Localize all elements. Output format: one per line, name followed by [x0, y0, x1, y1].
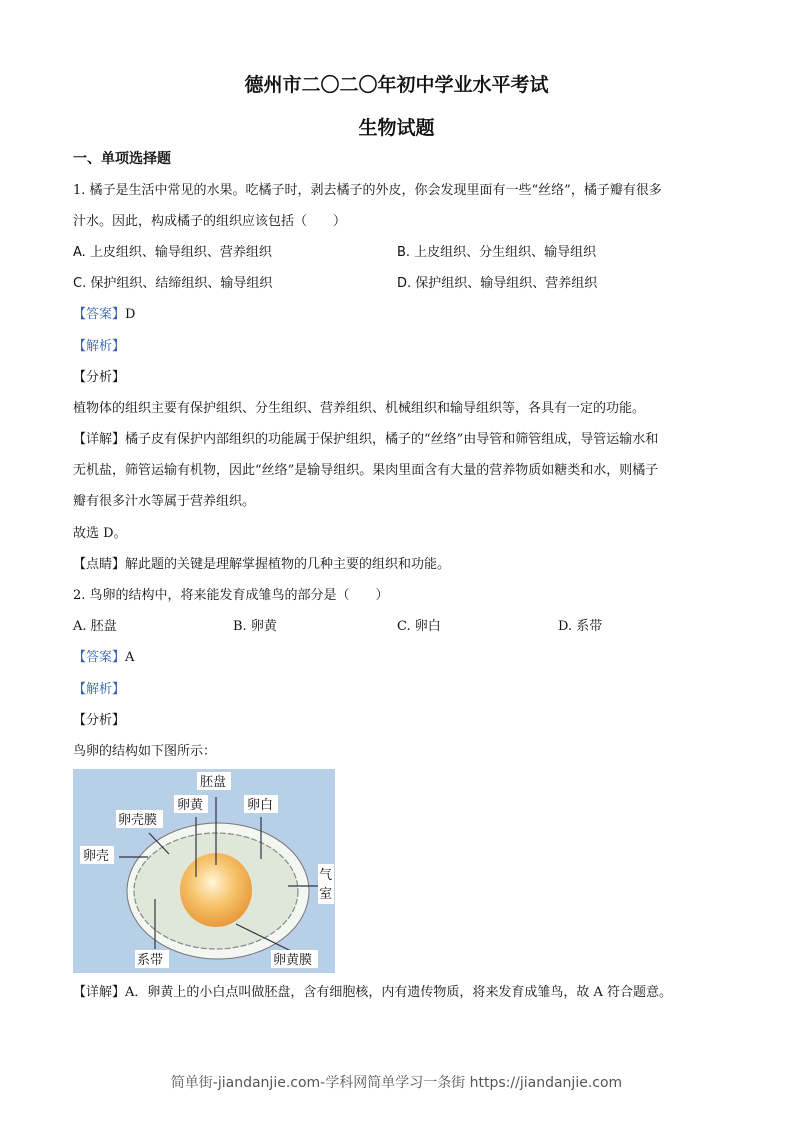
q1-analysis-tag: 【解析】 [73, 339, 126, 354]
q2-option-c: C. 卵白 [397, 619, 441, 634]
detail-text: 橘子皮有保护内部组织的功能属于保护组织，橘子的“丝络”由导管和筛管组成，导管运输水和 [125, 432, 659, 447]
q2-fenxi: 鸟卵的结构如下图所示： [73, 744, 217, 759]
label-peipan: 胚盘 [200, 775, 227, 790]
q2-answer [73, 650, 134, 666]
answer-value: A [125, 650, 135, 665]
q1-answer [73, 307, 135, 323]
egg-structure-figure [73, 769, 335, 973]
q1-comment [73, 557, 450, 573]
q1-detail-line3: 瓣有很多汁水等属于营养组织。 [73, 494, 256, 509]
detail-tag: 【详解】 [73, 432, 126, 447]
q1-detail-line1 [73, 432, 658, 448]
label-shi: 室 [319, 887, 333, 902]
label-luanhuang: 卵黄 [177, 798, 204, 813]
q1-option-c: C. 保护组织、结缔组织、输导组织 [73, 276, 273, 291]
page-title: 德州市二〇二〇年初中学业水平考试 [244, 74, 549, 96]
q2-fenxi-tag: 【分析】 [73, 713, 126, 728]
comment-tag: 【点睛】 [73, 557, 126, 572]
label-luanhuangmo: 卵黄膜 [273, 953, 313, 968]
q2-analysis-tag: 【解析】 [73, 682, 126, 697]
q1-option-a: A. 上皮组织、输导组织、营养组织 [73, 245, 272, 260]
q2-option-a: A. 胚盘 [73, 619, 117, 634]
q1-detail-line2: 无机盐，筛管运输有机物，因此“丝络”是输导组织。果肉里面含有大量的营养物质如糖类和水，则橘子 [73, 463, 659, 478]
detail-text: A．卵黄上的小白点叫做胚盘，含有细胞核，内有遗传物质，将来发育成雏鸟，故 A 符合题意。 [125, 985, 673, 1000]
q1-stem-line2: 汁水。因此，构成橘子的组织应该包括（ ） [73, 214, 347, 229]
label-xidai: 系带 [137, 953, 164, 968]
answer-tag: 【答案】 [73, 650, 126, 665]
label-luanbai: 卵白 [247, 798, 274, 813]
q1-fenxi: 植物体的组织主要有保护组织、分生组织、营养组织、机械组织和输导组织等，各具有一定的功能。 [73, 401, 646, 416]
q2-option-b: B. 卵黄 [233, 619, 277, 634]
page-subtitle: 生物试题 [358, 117, 435, 139]
q1-fenxi-tag: 【分析】 [73, 370, 126, 385]
detail-tag: 【详解】 [73, 985, 126, 1000]
label-luanke: 卵壳 [83, 849, 110, 864]
q1-conclusion: 故选 D。 [73, 526, 127, 541]
label-luankemo: 卵壳膜 [118, 813, 158, 828]
q1-option-d: D. 保护组织、输导组织、营养组织 [397, 276, 598, 291]
section-heading: 一、单项选择题 [73, 151, 171, 167]
q1-stem-line1: 1. 橘子是生活中常见的水果。吃橘子时，剥去橘子的外皮，你会发现里面有一些“丝络”，橘子瓣有很多 [73, 183, 662, 198]
label-qi: 气 [319, 868, 333, 883]
q1-option-b: B. 上皮组织、分生组织、输导组织 [397, 245, 597, 260]
answer-value: D [125, 307, 136, 322]
answer-tag: 【答案】 [73, 307, 126, 322]
q2-option-d: D. 系带 [558, 619, 603, 634]
comment-text: 解此题的关键是理解掌握植物的几种主要的组织和功能。 [125, 557, 451, 572]
q2-detail [73, 985, 672, 1001]
page-footer: 简单街-jiandanjie.com-学科网简单学习一条街 https://jiandanjie.com [170, 1075, 623, 1091]
q2-stem: 2. 鸟卵的结构中，将来能发育成雏鸟的部分是（ ） [73, 588, 389, 603]
